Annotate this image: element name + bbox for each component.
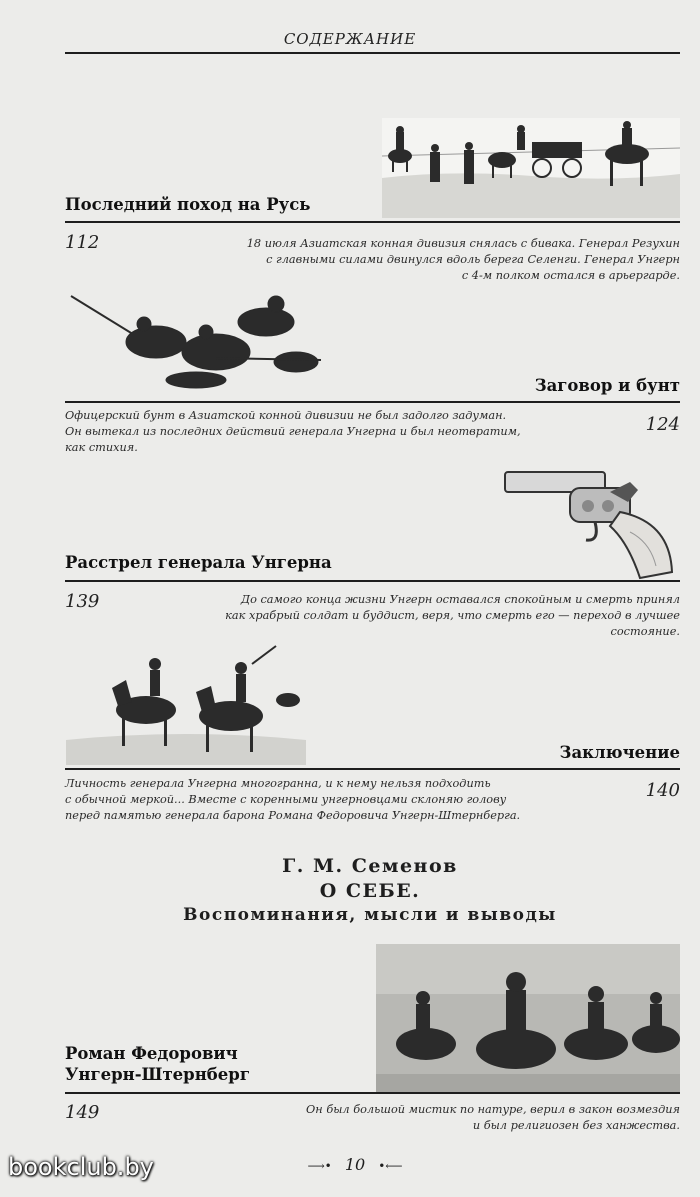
header-rule [65, 52, 680, 54]
horsemen-illustration [66, 640, 306, 765]
page-footer [290, 1155, 420, 1174]
section-subtitle: Воспоминания, мысли и выводы [183, 905, 557, 925]
watermark: bookclub.by [8, 1153, 154, 1181]
entry-title-line1: Роман Федорович [65, 1044, 238, 1063]
entry-rule [65, 768, 680, 770]
revolver-illustration [500, 462, 680, 582]
entry-rule [65, 401, 680, 403]
entry-rule [65, 580, 680, 582]
entry-title: Расстрел генерала Унгерна [65, 553, 332, 572]
entry-description: До самого конца жизни Унгерн оставался спокойным и смерть принял как храбрый солдат и буддист, веря, что смерть его — переход в лучшее состояние. [225, 593, 680, 638]
entry-rule [65, 221, 680, 223]
page-header: СОДЕРЖАНИЕ [283, 30, 417, 48]
entry-description: 18 июля Азиатская конная дивизия снялась с бивака. Генерал Резухин с главными силами двинулся вдоль берега Селенги. Генерал Унгерн с 4-м полком остался в арьергарде. [246, 237, 680, 282]
entry-rule [65, 1092, 680, 1094]
entry-description: Он был большой мистик по натуре, верил в закон возмездия и был религиозен без ханжества. [306, 1103, 680, 1132]
entry-page-number: 124 [645, 414, 680, 435]
ornament-icon: ⟶• [307, 1159, 332, 1173]
entry-page-number: 139 [65, 591, 100, 612]
entry-page-number: 140 [645, 780, 680, 801]
section-title: О СЕБЕ. [319, 880, 421, 902]
caravan-illustration [382, 118, 680, 218]
battle-illustration [66, 282, 326, 392]
ornament-icon: •⟵ [378, 1159, 403, 1173]
footer-page-number: 10 [344, 1155, 366, 1174]
entry-title: Последний поход на Русь [65, 195, 311, 214]
entry-description: Офицерский бунт в Азиатской конной дивизии не был задолго задуман. Он вытекал из последних действий генерала Унгерна и был неотвратим, как стихия. [65, 409, 521, 454]
section-author: Г. М. Семенов [282, 855, 458, 877]
entry-page-number: 112 [65, 232, 100, 253]
entry-title: Заговор и бунт [534, 376, 680, 395]
entry-title: Заключение [559, 743, 680, 762]
entry-page-number: 149 [65, 1102, 100, 1123]
entry-description: Личность генерала Унгерна многогранна, и к нему нельзя подходить с обычной меркой... Вместе с коренными унгерновцами склоняю голову перед памятью генерала барона Романа Федоровича Унгерн-Штернберга. [65, 777, 521, 822]
cavalry-illustration [376, 944, 680, 1092]
entry-title-line2: Унгерн-Штернберг [65, 1065, 250, 1084]
